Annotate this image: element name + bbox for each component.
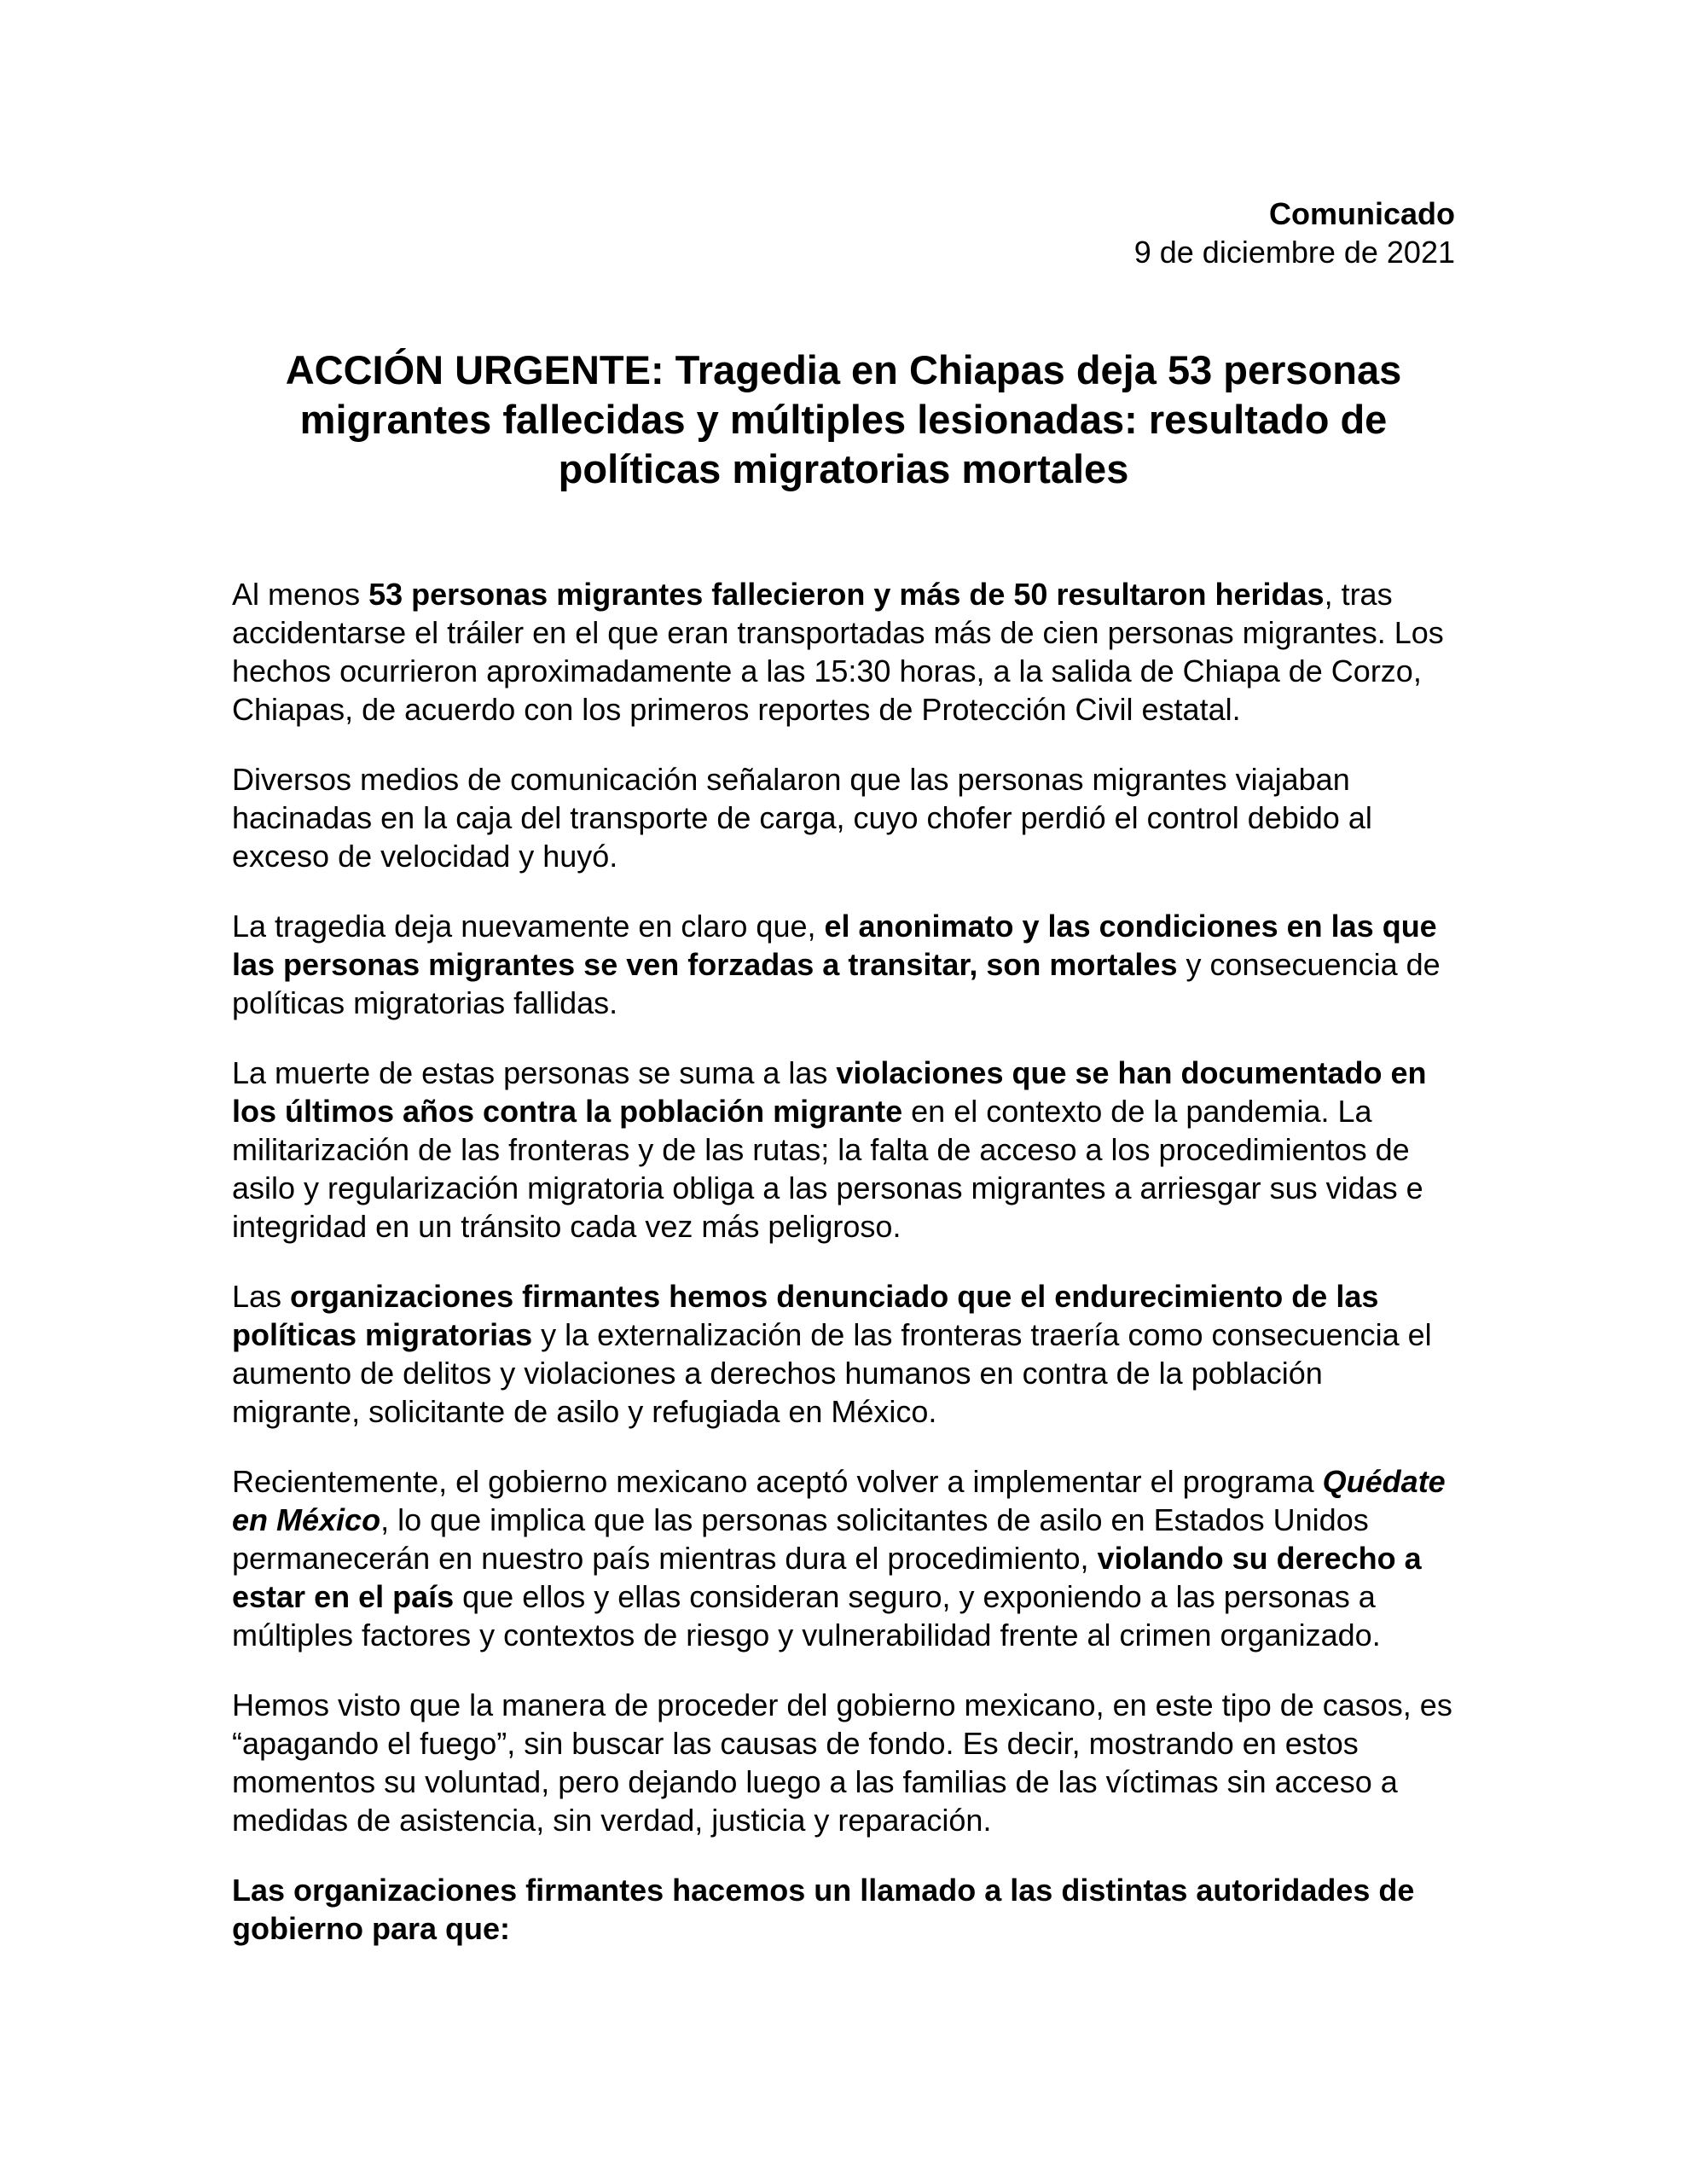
paragraph <box>232 575 1455 729</box>
text-run: , tras accidentarse el tráiler en el que eran transportadas más de cien personas migrantes. Los hechos ocurrieron aproximadamente a las 15:30 horas, a la salida de Chiapa de Corzo, Chiapas, de acuerdo con los primeros reportes de Protección Civil estatal. <box>232 577 1444 727</box>
text-run: el anonimato y las condiciones en las que las personas migrantes se ven forzadas a transitar, son mortales <box>232 909 1437 982</box>
text-run: Las organizaciones firmantes hacemos un llamado a las distintas autoridades de gobierno para que: <box>232 1873 1415 1946</box>
paragraph <box>232 907 1455 1022</box>
paragraph <box>232 1462 1455 1654</box>
document-header <box>232 195 1455 271</box>
paragraph <box>232 1686 1455 1839</box>
text-run: violaciones que se han documentado en los últimos años contra la población migrante <box>232 1055 1427 1129</box>
text-run: en el contexto de la pandemia. La militarización de las fronteras y de las rutas; la falta de acceso a los procedimientos de asilo y regularización migratoria obliga a las personas migrantes a arriesgar sus vidas e integridad en un tránsito cada vez más peligroso. <box>232 1094 1423 1244</box>
paragraph <box>232 1871 1455 1948</box>
document-type-label: Comunicado <box>1268 196 1455 231</box>
paragraph <box>232 760 1455 875</box>
text-run: Al menos <box>232 577 369 612</box>
paragraph <box>232 1054 1455 1246</box>
text-run: La tragedia deja nuevamente en claro que, <box>232 909 825 944</box>
text-run: y la externalización de las fronteras traería como consecuencia el aumento de delitos y violaciones a derechos humanos en contra de la población migrante, solicitante de asilo y refugiada en México. <box>232 1317 1432 1429</box>
text-run: y consecuencia de políticas migratorias fallidas. <box>232 947 1441 1020</box>
document-body <box>232 575 1455 1948</box>
text-run: , lo que implica que las personas solicitantes de asilo en Estados Unidos permanecerán en nuestro país mientras dura el procedimiento, <box>232 1502 1369 1576</box>
document-date: 9 de diciembre de 2021 <box>1133 235 1455 270</box>
text-run: Hemos visto que la manera de proceder del gobierno mexicano, en este tipo de casos, es “apagando el fuego”, sin buscar las causas de fondo. Es decir, mostrando en estos momentos su voluntad, pero dejando luego a las familias de las víctimas sin acceso a medidas de asistencia, sin verdad, justicia y reparación. <box>232 1687 1452 1838</box>
text-run: Quédate en México <box>232 1464 1446 1537</box>
text-run: Las <box>232 1279 291 1314</box>
text-run: Recientemente, el gobierno mexicano aceptó volver a implementar el programa <box>232 1464 1323 1499</box>
text-run: violando su derecho a estar en el país <box>232 1541 1422 1614</box>
text-run: 53 personas migrantes fallecieron y más de 50 resultaron heridas <box>368 577 1325 612</box>
text-run: Diversos medios de comunicación señalaron que las personas migrantes viajaban hacinadas en la caja del transporte de carga, cuyo chofer perdió el control debido al exceso de velocidad y huyó. <box>232 762 1372 874</box>
text-run: que ellos y ellas consideran seguro, y exponiendo a las personas a múltiples factores y contextos de riesgo y vulnerabilidad frente al crimen organizado. <box>232 1579 1381 1653</box>
paragraph <box>232 1277 1455 1431</box>
text-run: organizaciones firmantes hemos denunciado que el endurecimiento de las políticas migratorias <box>232 1279 1379 1352</box>
text-run: La muerte de estas personas se suma a las <box>232 1055 837 1090</box>
page-title: ACCIÓN URGENTE: Tragedia en Chiapas deja 53 personas migrantes fallecidas y múltiples lesionadas: resultado de políticas migratorias mortales <box>285 347 1402 491</box>
